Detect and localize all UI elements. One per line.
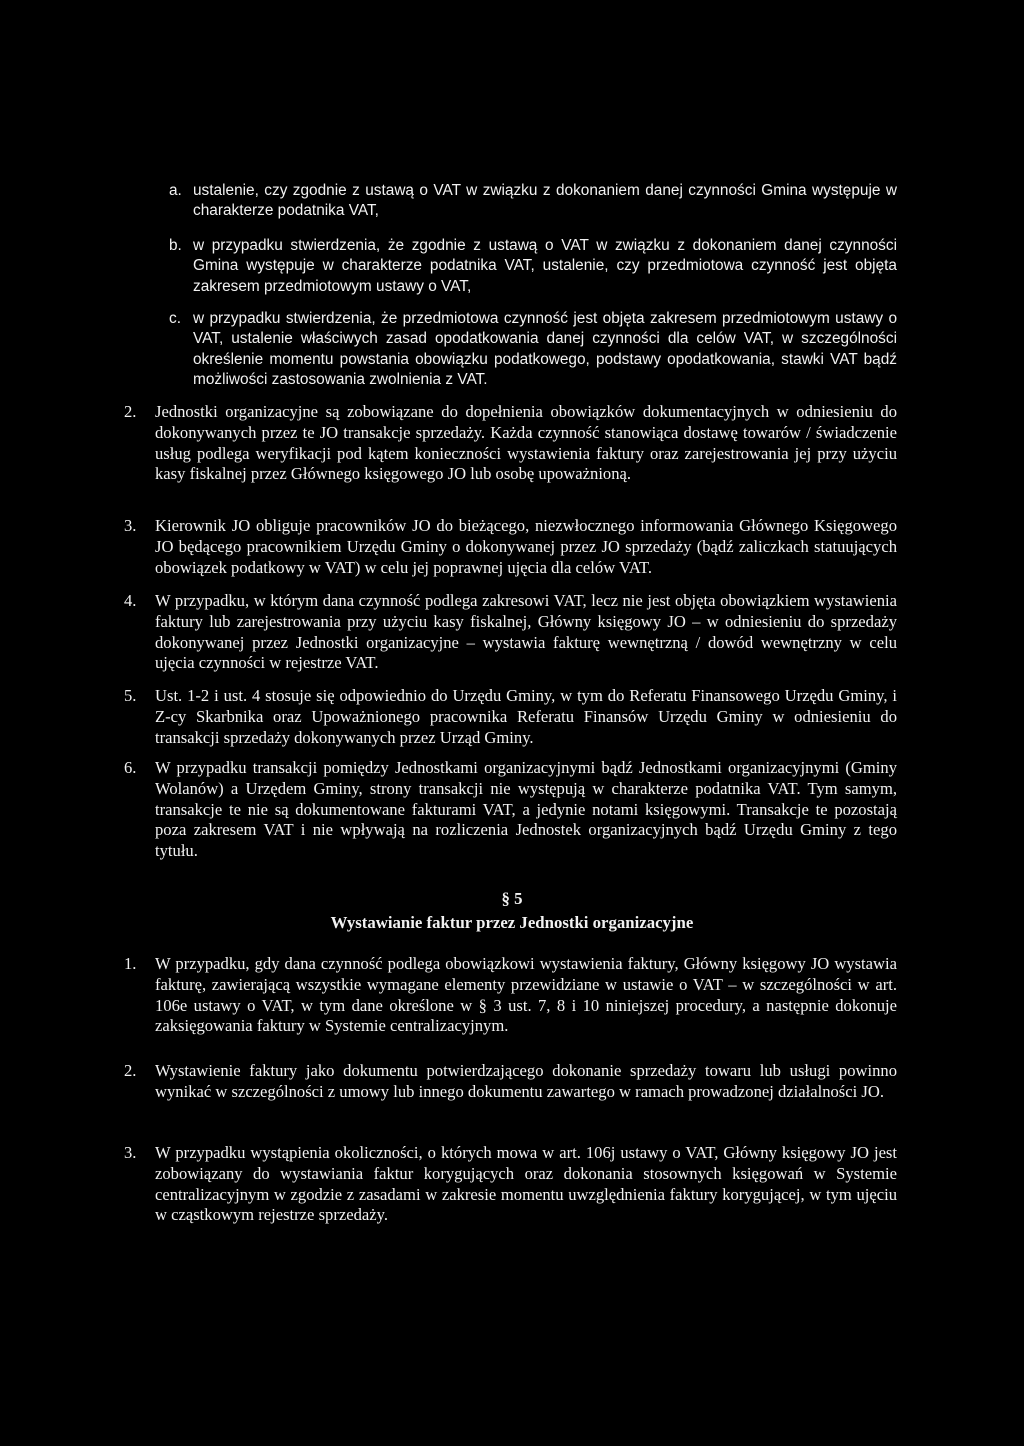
paragraph-text: Wystawienie faktury jako dokumentu potwierdzającego dokonanie sprzedaży towaru lub usługi powinno wynikać w szczególności z umowy lub innego dokumentu zawartego w ramach prowadzonej działalności JO. bbox=[155, 1061, 897, 1101]
paragraph-text: W przypadku wystąpienia okoliczności, o których mowa w art. 106j ustawy o VAT, Główny księgowy JO jest zobowiązany do wystawiania faktur korygujących oraz dokonania stosownych księgowań w Systemie centralizacyjnym w zgodzie z zasadami w zakresie momentu uwzględnienia faktury korygującej, w tym ujęciu w cząstkowym rejestrze sprzedaży. bbox=[155, 1143, 897, 1225]
list-item-b bbox=[169, 236, 897, 297]
list-item-label: a. bbox=[169, 182, 182, 199]
paragraph-5 bbox=[124, 686, 897, 748]
paragraph-number: 3. bbox=[124, 516, 137, 535]
paragraph-number: 2. bbox=[124, 1061, 137, 1080]
paragraph-3 bbox=[124, 516, 897, 578]
paragraph-text: Jednostki organizacyjne są zobowiązane do dopełnienia obowiązków dokumentacyjnych w odniesieniu do dokonywanych przez te JO transakcje sprzedaży. Każda czynność stanowiąca dostawę towarów / świadczenie usług podlega weryfikacji pod kątem konieczności wystawienia faktury oraz zarejestrowania jej przy użyciu kasy fiskalnej przez Głównego księgowego JO lub osobę upoważnioną. bbox=[155, 402, 897, 484]
paragraph-number: 1. bbox=[124, 954, 137, 973]
list-item-text: ustalenie, czy zgodnie z ustawą o VAT w związku z dokonaniem danej czynności Gmina występuje w charakterze podatnika VAT, bbox=[193, 182, 897, 220]
paragraph-text: W przypadku transakcji pomiędzy Jednostkami organizacyjnymi bądź Jednostkami organizacyjnymi (Gminy Wolanów) a Urzędem Gminy, strony transakcji nie występują w charakterze podatnika VAT. Tym samym, transakcje te nie są dokumentowane fakturami VAT, a jedynie notami księgowymi. Transakcje te pozostają poza zakresem VAT i nie wpływają na rozliczenia Jednostek organizacyjnych bądź Urzędu Gminy z tego tytułu. bbox=[155, 758, 897, 861]
list-item-text: w przypadku stwierdzenia, że przedmiotowa czynność jest objęta zakresem przedmiotowym ustawy o VAT, ustalenie właściwych zasad opodatkowania danej czynności dla celów VAT, w szczególności określenie momentu powstania obowiązku podatkowego, podstawy opodatkowania, stawki VAT bądź możliwości zastosowania zwolnienia z VAT. bbox=[193, 310, 897, 389]
paragraph-text: W przypadku, w którym dana czynność podlega zakresowi VAT, lecz nie jest objęta obowiązkiem wystawienia faktury lub zarejestrowania przy użyciu kasy fiskalnej, Główny księgowy JO – w odniesieniu do sprzedaży dokonywanej przez Jednostki organizacyjne – wystawia fakturę wewnętrzną / dowód wewnętrzny w celu ujęcia czynności w rejestrze VAT. bbox=[155, 591, 897, 673]
section5-paragraph-3 bbox=[124, 1143, 897, 1226]
paragraph-number: 6. bbox=[124, 758, 137, 777]
paragraph-number: 5. bbox=[124, 686, 137, 705]
list-item-label: c. bbox=[169, 310, 181, 327]
paragraph-number: 4. bbox=[124, 591, 137, 610]
paragraph-text: Kierownik JO obliguje pracowników JO do bieżącego, niezwłocznego informowania Głównego Księgowego JO będącego pracownikiem Urzędu Gminy o dokonywanej przez JO sprzedaży (bądź zaliczkach statuujących obowiązek podatkowy w VAT) w celu jej poprawnej ujęcia dla celów VAT. bbox=[155, 516, 897, 577]
paragraph-number: 2. bbox=[124, 402, 137, 421]
section-number: § 5 bbox=[501, 889, 523, 908]
paragraph-text: Ust. 1-2 i ust. 4 stosuje się odpowiednio do Urzędu Gminy, w tym do Referatu Finansowego Urzędu Gminy, i Z-cy Skarbnika oraz Upoważnionego pracownika Referatu Finansów Urzędu Gminy w odniesieniu do transakcji sprzedaży dokonywanych przez Urząd Gminy. bbox=[155, 686, 897, 747]
list-item-a bbox=[169, 181, 897, 222]
section-title: Wystawianie faktur przez Jednostki organizacyjne bbox=[330, 913, 694, 932]
paragraph-number: 3. bbox=[124, 1143, 137, 1162]
list-item-label: b. bbox=[169, 237, 182, 254]
list-item-c bbox=[169, 309, 897, 391]
paragraph-text: W przypadku, gdy dana czynność podlega obowiązkowi wystawienia faktury, Główny księgowy JO wystawia fakturę, zawierającą wszystkie wymagane elementy przewidziane w ustawie o VAT – w szczególności w art. 106e ustawy o VAT, w tym dane określone w § 3 ust. 7, 8 i 10 niniejszej procedury, a następnie dokonuje zaksięgowania faktury w Systemie centralizacyjnym. bbox=[155, 954, 897, 1036]
paragraph-6 bbox=[124, 758, 897, 862]
paragraph-2 bbox=[124, 402, 897, 485]
section5-paragraph-1 bbox=[124, 954, 897, 1037]
section5-paragraph-2 bbox=[124, 1061, 897, 1103]
paragraph-4 bbox=[124, 591, 897, 674]
list-item-text: w przypadku stwierdzenia, że zgodnie z ustawą o VAT w związku z dokonaniem danej czynności Gmina występuje w charakterze podatnika VAT, ustalenie, czy przedmiotowa czynność jest objęta zakresem przedmiotowym ustawy o VAT, bbox=[193, 237, 897, 295]
